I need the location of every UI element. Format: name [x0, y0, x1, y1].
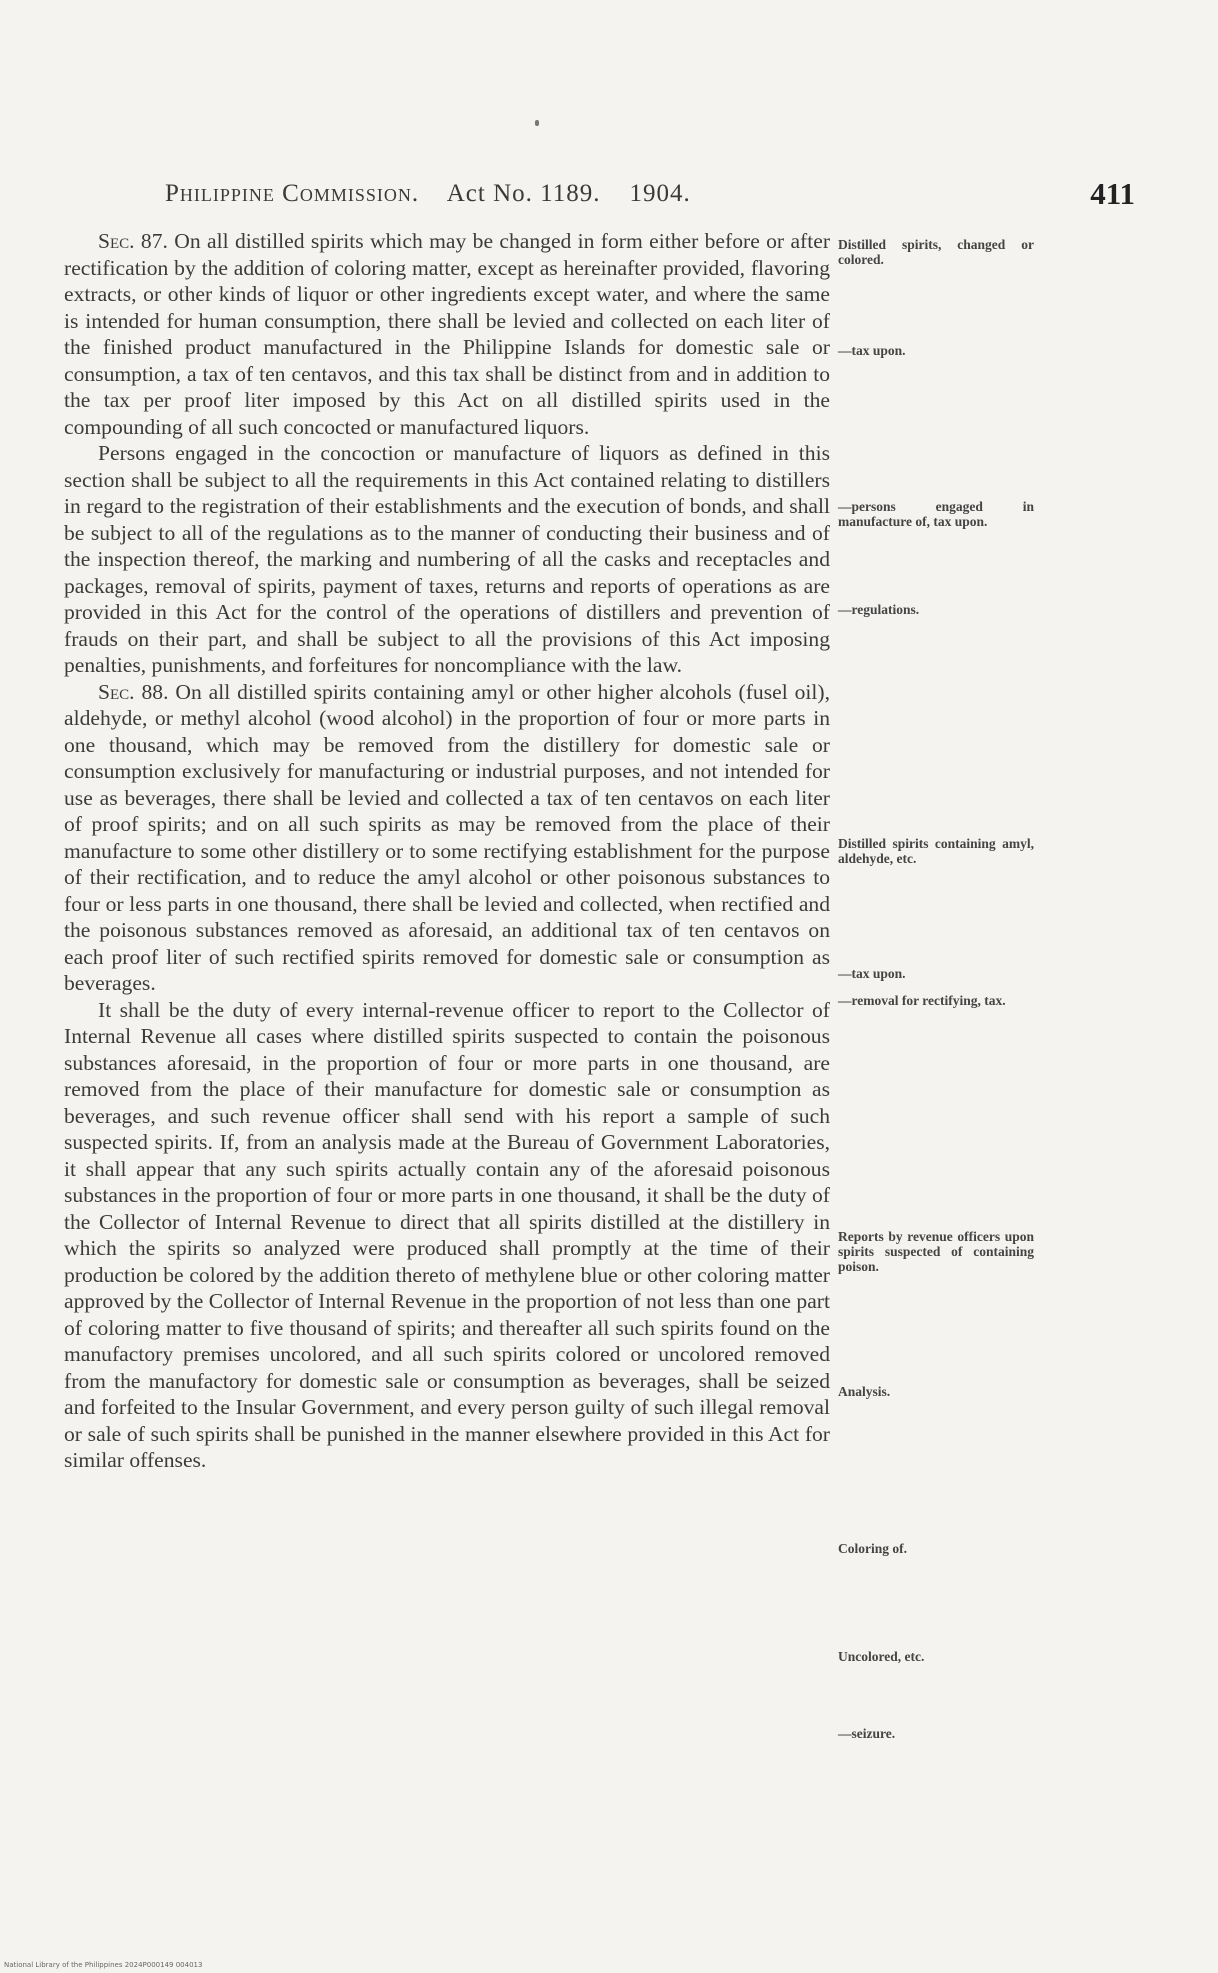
commission-title: Philippine Commission. [165, 180, 420, 207]
margin-note: Distilled spirits, changed or colored. [838, 237, 1034, 267]
paragraph-text: On all distilled spirits containing amyl or other higher alcohols (fusel oil), aldehyde, or methyl alcohol (wood alcohol) in the proportion of four or more parts in one thousand, which may be removed from the distillery for domestic sale or consumption exclusively for manufacturing or industrial purposes, and not intended for use as beverages, there shall be levied and collected a tax of ten centavos on each liter of proof spirits; and on all such spirits as may be removed from the place of their manufacture to some other distillery or to some rectifying establishment for the purpose of their rectification, and to reduce the amyl alcohol or other poisonous substances to four or less parts in one thousand, there shall be levied and collected, when rectified and the poisonous substances removed as aforesaid, an additional tax of ten centavos on each proof liter of such rectified spirits removed for domestic sale or consumption as beverages. [64, 679, 830, 995]
body-text [64, 228, 830, 1474]
margin-note: Reports by revenue officers upon spirits suspected of containing poison. [838, 1229, 1034, 1274]
year: 1904. [629, 180, 691, 207]
paragraph-persons-engaged [64, 440, 830, 679]
paragraph-sec-87 [64, 228, 830, 440]
margin-note: Uncolored, etc. [838, 1649, 925, 1664]
paragraph-sec-88 [64, 679, 830, 997]
margin-note: —persons engaged in manufacture of, tax upon. [838, 499, 1034, 529]
running-title [165, 180, 691, 208]
act-number: Act No. 1189. [446, 180, 601, 207]
paragraph-text: It shall be the duty of every internal-revenue officer to report to the Collector of Internal Revenue all cases where distilled spirits suspected to contain the poisonous substances aforesaid, in the proportion of four or more parts in one thousand, are removed from the place of their manufacture for domestic sale or consumption as beverages, and such revenue officer shall send with his report a sample of such suspected spirits. If, from an analysis made at the Bureau of Government Laboratories, it shall appear that any such spirits actually contain any of the aforesaid poisonous substances in the proportion of four or more parts in one thousand, it shall be the duty of the Collector of Internal Revenue to direct that all spirits distilled at the distillery in which the spirits so analyzed were produced shall promptly at the time of their production be colored by the addition thereto of methylene blue or other coloring matter approved by the Collector of Internal Revenue in the proportion of not less than one part of coloring matter to five thousand of spirits; and thereafter all such spirits found on the manufactory premises uncolored, and all such spirits colored or uncolored removed from the manufactory for domestic sale or consumption as beverages, shall be seized and forfeited to the Insular Government, and every person guilty of such illegal removal or sale of such spirits shall be punished in the manner elsewhere provided in this Act for similar offenses. [64, 997, 830, 1472]
scan-mark [535, 120, 539, 126]
margin-note: —seizure. [838, 1726, 896, 1741]
margin-note: Analysis. [838, 1384, 891, 1399]
page-header [165, 176, 1135, 216]
paragraph-duty-to-report [64, 997, 830, 1474]
section-label: Sec. 87. [98, 229, 168, 253]
section-label: Sec. 88. [98, 679, 169, 704]
margin-note: Coloring of. [838, 1541, 907, 1556]
margin-note: —removal for rectifying, tax. [838, 993, 1006, 1008]
margin-note: —tax upon. [838, 343, 906, 358]
paragraph-text: On all distilled spirits which may be changed in form either before or after rectification by the addition of coloring matter, except as hereinafter provided, flavoring extracts, or other kinds of liquor or other ingredients except water, and where the same is intended for human consumption, there shall be levied and collected on each liter of the finished product manufactured in the Philippine Islands for domestic sale or consumption, a tax of ten centavos, and this tax shall be distinct from and in addition to the tax per proof liter imposed by this Act on all distilled spirits used in the compounding of all such concocted or manufactured liquors. [64, 229, 831, 439]
scan-footer: National Library of the Philippines 2024P000149 004013 [4, 1961, 203, 1969]
margin-note: —regulations. [838, 602, 920, 617]
page-number: 411 [1090, 176, 1135, 211]
paragraph-text: Persons engaged in the concoction or manufacture of liquors as defined in this section shall be subject to all the requirements in this Act contained relating to distillers in regard to the registration of their establishments and the execution of bonds, and shall be subject to all of the regulations as to the manner of conducting their business and of the inspection thereof, the marking and numbering of all the casks and receptacles and packages, removal of spirits, payment of taxes, returns and reports of operations as are provided in this Act for the control of the operations of distillers and prevention of frauds on their part, and shall be subject to all the provisions of this Act imposing penalties, punishments, and forfeitures for noncompliance with the law. [64, 441, 830, 677]
margin-note: —tax upon. [838, 966, 906, 981]
margin-note: Distilled spirits containing amyl, aldehyde, etc. [838, 836, 1034, 866]
